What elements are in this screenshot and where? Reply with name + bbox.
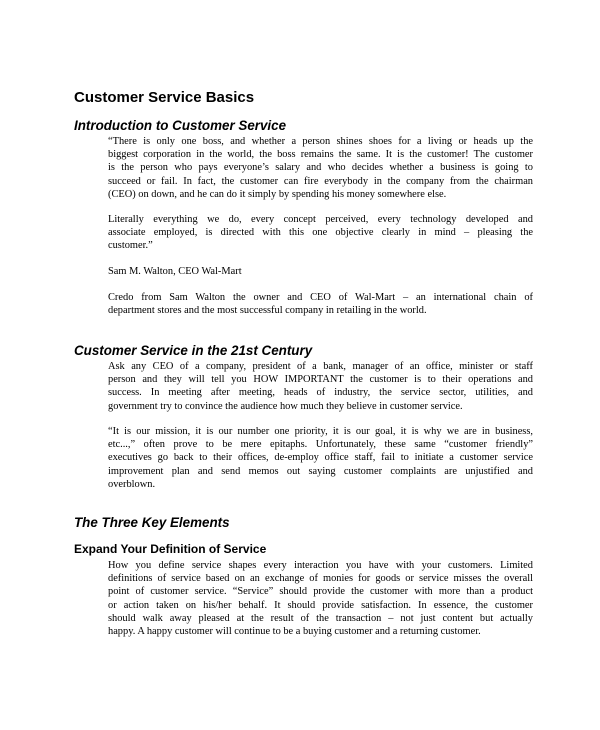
- key-paragraph-definition: [108, 559, 533, 638]
- text-line: improvement plan and send memos out saying customer complaints are unjustified and: [108, 465, 533, 477]
- text-line: department stores and the most successful company in retailing in the world.: [108, 305, 427, 317]
- text-line: should walk away pleased at the result of the transaction – not just content but actually: [108, 612, 533, 624]
- text-line: or action taken on his/her behalf. It should provide satisfaction. In essence, the customer: [108, 599, 533, 611]
- intro-paragraph-credo: [108, 291, 533, 317]
- text-line: Credo from Sam Walton the owner and CEO of Wal-Mart – an international chain of: [108, 292, 533, 303]
- text-line: “There is only one boss, and whether a person shines shoes for a living or heads up the: [108, 136, 533, 147]
- century-paragraph-mission: [108, 425, 533, 491]
- text-line: (CEO) on down, and he can do it simply by spending his money somewhere else.: [108, 188, 447, 200]
- text-line: Sam M. Walton, CEO Wal-Mart: [108, 266, 242, 277]
- intro-paragraph-quote: [108, 135, 533, 201]
- text-line: etc...,” often prove to be mere epitaphs. Unfortunately, these same “customer friendly”: [108, 439, 533, 451]
- subsection-heading-definition: Expand Your Definition of Service: [74, 542, 267, 556]
- text-line: executives go back to their offices, de-employ office staff, fail to initiate a customer service: [108, 452, 533, 464]
- text-line: How you define service shapes every interaction you have with your customers. Limited: [108, 560, 533, 571]
- intro-paragraph-pleasing: [108, 213, 533, 253]
- section-heading-21st-century: Customer Service in the 21st Century: [74, 343, 313, 358]
- century-paragraph-ceo: [108, 360, 533, 413]
- attribution: [108, 265, 533, 278]
- text-line: government try to convince the audience how much they believe in customer service.: [108, 400, 463, 412]
- text-line: is the person who pays everyone’s salary and who decides whether a business is going to: [108, 162, 533, 174]
- text-line: happy. A happy customer will continue to be a buying customer and a returning customer.: [108, 625, 481, 637]
- text-line: Literally everything we do, every concept perceived, every technology developed and: [108, 214, 533, 225]
- text-line: customer.”: [108, 240, 153, 252]
- text-line: overblown.: [108, 478, 156, 490]
- text-line: Ask any CEO of a company, president of a bank, manager of an office, minister or staff: [108, 361, 533, 372]
- section-heading-key-elements: The Three Key Elements: [74, 515, 230, 530]
- text-line: “It is our mission, it is our number one priority, it is our goal, it is why we are in business,: [108, 426, 533, 437]
- section-heading-intro: Introduction to Customer Service: [74, 118, 287, 133]
- text-line: associate employed, is directed with this one objective clearly in mind – pleasing the: [108, 227, 533, 239]
- text-line: definitions of service based on an exchange of monies for goods or service misses the overall: [108, 573, 533, 585]
- text-line: succeed or fail. In fact, the customer can fire everybody in the company from the chairman: [108, 175, 533, 187]
- text-line: biggest corporation in the world, the boss remains the same. It is the customer! The customer: [108, 149, 533, 161]
- text-line: person and they will tell you HOW IMPORTANT the customer is to their operations and: [108, 374, 533, 386]
- text-line: point of customer service. “Service” should provide the customer with more than a product: [108, 586, 533, 598]
- page-title: Customer Service Basics: [74, 89, 255, 106]
- text-line: success. In meeting after meeting, heads of industry, the service sector, utilities, and: [108, 387, 533, 399]
